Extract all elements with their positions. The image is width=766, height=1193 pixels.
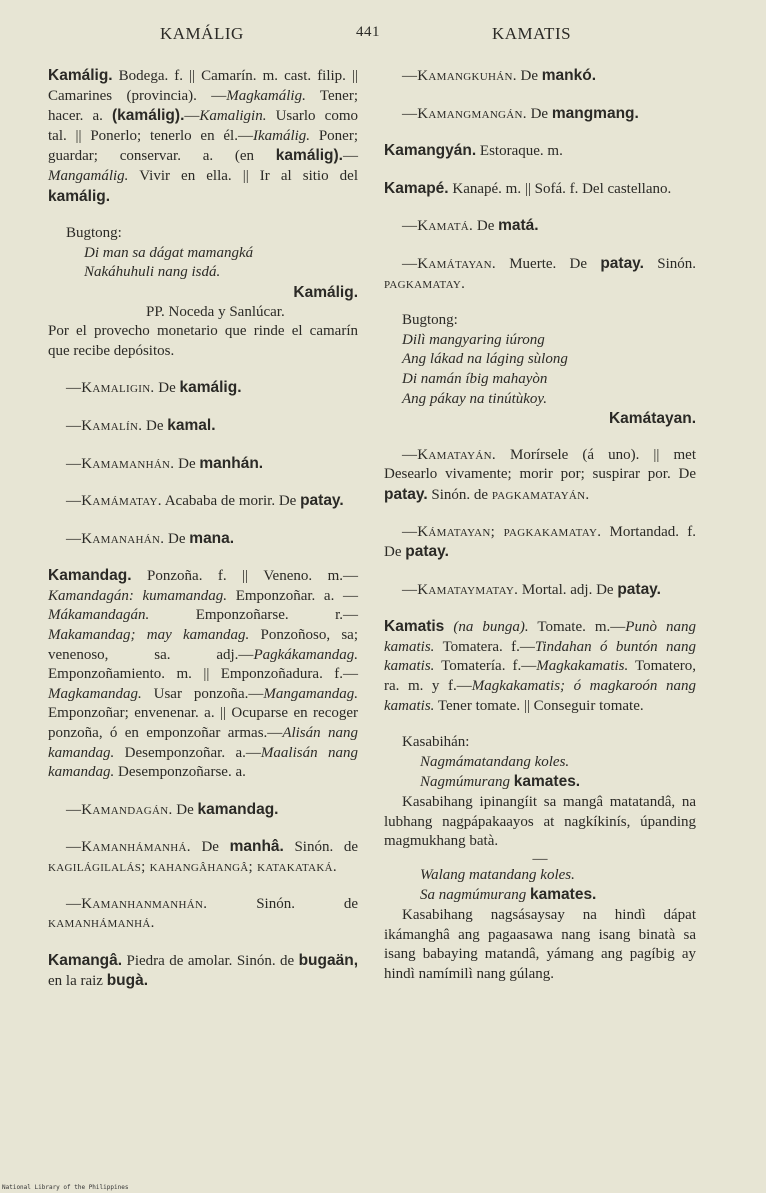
entry-kamamanhan: —Kamamanhán. De manhán. — [66, 454, 264, 472]
entry-kamatayan: —Kamátayan. Muerte. De patay. Sinón. pagkamatay. — [384, 254, 696, 292]
headword: Kamatis — [384, 618, 445, 636]
headword: Kamangâ. — [48, 951, 123, 969]
riddle-line: Di namán íbig mahayòn — [402, 370, 548, 387]
saying-line: Nagmámatandang koles. — [420, 753, 570, 770]
riddle-line: Nakáhuhuli nang isdá. — [84, 264, 221, 281]
entry-kamata: —Kamatá. De matá. — [402, 217, 539, 235]
entry-kamandag: Kamandag. Ponzoña. f. || Veneno. m.—Kamandagán: kumamandag. Emponzoñar. a. — Mákamandagán. Emponzoñarse. r.—Makamandag; may kamandag. Ponzoñoso, sa; venenoso, sa. adj.—Pagkákamandag. Emponzoñamiento. m. || Emponzoñadura. f.—Magkamandag. Usar ponzoña.—Mangamandag. Emponzoñar; envenenar. a. || Ocuparse en recoger ponzoña, ó en emponzoñar armas.—Alisán nang kamandag. Desemponzoñar. a.—Maalisán nang kamandag. Desemponzoñarse. a. — [48, 567, 359, 781]
headword: Kamálig. — [48, 67, 113, 84]
saying-line: Walang matandang koles. — [420, 866, 575, 883]
left-column — [48, 66, 358, 1009]
entry-kamandagan: —Kamandagán. De kamandag. — [66, 800, 279, 818]
right-guide-word: KAMATIS — [492, 24, 572, 43]
entry-kamangmangan: —Kamangmangán. De mangmang. — [402, 104, 639, 122]
riddle-explanation: Por el provecho monetario que rinde el camarín que recibe depósitos. — [48, 323, 358, 359]
saying-kamatis — [402, 733, 696, 793]
riddle-label: Bugtong: — [66, 225, 122, 242]
entry-kamalig: Kamálig. Bodega. f. || Camarín. m. cast. filip. || Camarines (provincia). —Magkamálig. Tener; hacer. a. (kamálig).—Kamaligin. Usarlo como tal. || Ponerlo; tenerlo en él.—Ikamálig. Poner; guardar; conservar. a. (en kamálig).—Mangamálig. Vivir en ella. || Ir al sitio del kamálig. — [48, 67, 359, 205]
riddle-source: PP. Noceda y Sanlúcar. — [146, 303, 285, 320]
saying-label: Kasabihán: — [402, 734, 470, 751]
riddle-line: Di man sa dágat mamangká — [84, 244, 254, 261]
riddle-line: Ang pákay na tinútùkoy. — [402, 390, 547, 407]
right-column — [384, 66, 696, 1001]
entry-kamanahan: —Kamanahán. De mana. — [66, 529, 235, 547]
riddle-kamatayan — [402, 311, 696, 429]
entry-kamatayan-3: —Kámatayan; pagkakamatay. Mortandad. f. De patay. — [384, 523, 696, 561]
library-footer: National Library of the Philippines — [2, 1184, 129, 1191]
riddle-answer: Kamátayan. — [608, 410, 696, 428]
saying-explanation: Kasabihang ipinangíit sa mangâ matatandâ, na lubhang nagpápakaayos at nagkíkinís, úpanding magmukhang batà. — [384, 794, 696, 850]
saying-kamatis-2 — [420, 866, 696, 906]
riddle-kamalig — [66, 224, 358, 322]
entry-kamatayan-2: —Kamatayán. Morírsele (á uno). || met Desearlo vivamente; morir por; suspirar por. De patay. Sinón. de pagkamatayán. — [384, 446, 696, 503]
saying-line: Nagmúmurang kamates. — [420, 773, 581, 791]
entry-kamanga: Kamangâ. Piedra de amolar. Sinón. de bugaän, en la raiz bugà. — [48, 951, 358, 990]
riddle-line: Ang lákad na láging sùlong — [402, 351, 568, 368]
section-separator: — — [532, 850, 548, 867]
riddle-label: Bugtong: — [402, 312, 458, 329]
entry-kamaligin: —Kamaligin. De kamálig. — [66, 379, 242, 397]
entry-kamalin: —Kamalín. De kamal. — [66, 416, 216, 434]
entry-kamangyan: Kamangyán. Estoraque. m. — [384, 142, 563, 160]
entry-kamataymatay: —Kamataymatay. Mortal. adj. De patay. — [402, 580, 661, 598]
riddle-line: Dilì mangyaring iúrong — [402, 331, 545, 348]
entry-kamanhanmanhan: —Kamanhanmanhán. Sinón. de kamanhámanhá. — [48, 895, 358, 932]
headword: Kamangyán. — [384, 142, 477, 160]
saying-explanation-2: Kasabihang nagsásaysay na hindì dápat ikámanghâ ang pagaasawa nang isang binatà sa isang babaying matandâ, yámang ang pagíbig ay hindì namímilì nang gúlang. — [384, 907, 696, 982]
entry-kamatis: Kamatis (na bunga). Tomate. m.—Punò nang kamatis. Tomatera. f.—Tindahan ó buntón nang kamatis. Tomatería. f.—Magkakamatis. Tomatero, ra. m. y f.—Magkakamatis; ó magkaroón nang kamatis. Tener tomate. || Conseguir tomate. — [384, 618, 697, 714]
entry-kamanhamanha: —Kamanhámanhá. De manhâ. Sinón. de kagilágilalás; kahangâhangâ; katakataká. — [48, 838, 358, 875]
entry-kamamatay: —Kamámatay. Acababa de morir. De patay. — [66, 492, 344, 510]
left-guide-word: KAMÁLIG — [160, 24, 244, 43]
headword: Kamapé. — [384, 179, 449, 197]
saying-line: Sa nagmúmurang kamates. — [420, 886, 597, 904]
entry-kamape: Kamapé. Kanapé. m. || Sofá. f. Del castellano. — [384, 179, 672, 197]
page-number: 441 — [356, 24, 380, 40]
entry-kamangkuhan: —Kamangkuhán. De mankó. — [402, 67, 597, 84]
riddle-answer: Kamálig. — [293, 283, 358, 301]
headword: Kamandag. — [48, 567, 132, 585]
